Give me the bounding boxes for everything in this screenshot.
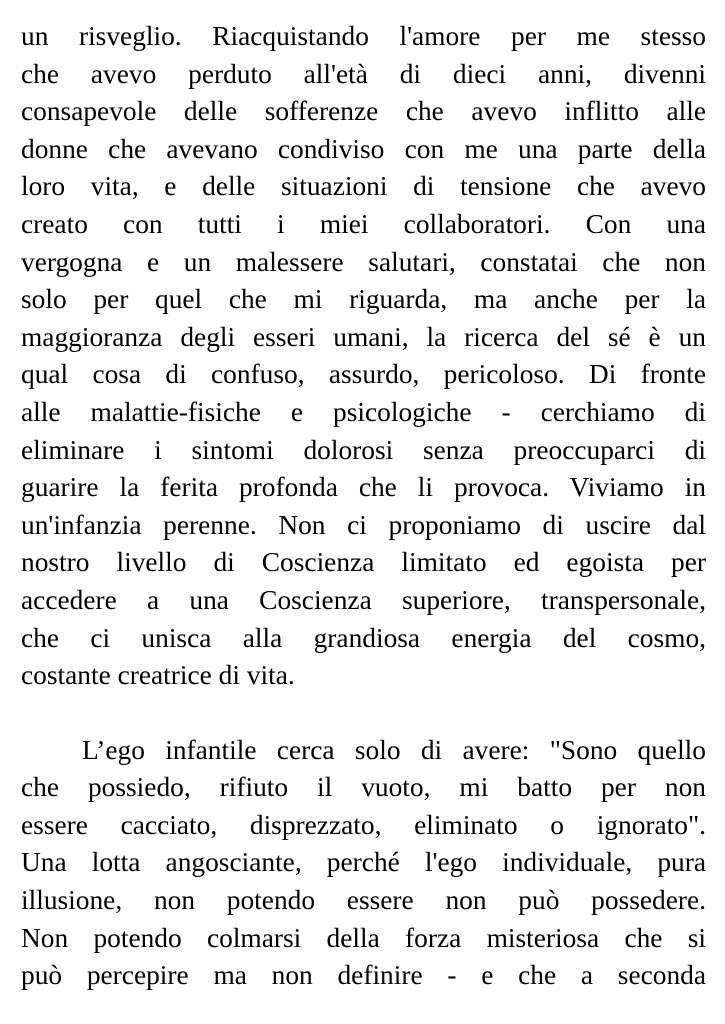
text-line: può percepire ma non definire - e che a seconda: [21, 960, 706, 991]
text-line: accedere a una Coscienza superiore, transpersonale,: [21, 584, 706, 615]
text-line: un'infanzia perenne. Non ci proponiamo di uscire dal: [21, 509, 706, 540]
text-line: alle malattie-fisiche e psicologiche - cerchiamo di: [21, 396, 706, 427]
text-line: che ci unisca alla grandiosa energia del cosmo,: [21, 622, 706, 653]
text-line: che possiedo, rifiuto il vuoto, mi batto per non: [21, 772, 706, 803]
text-line: un risveglio. Riacquistando l'amore per me stesso: [21, 21, 706, 51]
document-page: [21, 18, 706, 995]
text-line: essere cacciato, disprezzato, eliminato o ignorato".: [21, 809, 706, 840]
text-line: donne che avevano condiviso con me una parte della: [21, 133, 706, 164]
text-line: Non potendo colmarsi della forza misteriosa che si: [21, 922, 706, 953]
text-line: costante creatrice di vita.: [21, 660, 295, 691]
text-line: eliminare i sintomi dolorosi senza preoccuparci di: [21, 434, 706, 465]
text-line: consapevole delle sofferenze che avevo inflitto alle: [21, 96, 706, 127]
text-line: qual cosa di confuso, assurdo, pericoloso. Di fronte: [21, 359, 706, 390]
text-line: creato con tutti i miei collaboratori. Con una: [21, 208, 706, 239]
text-line: maggioranza degli esseri umani, la ricerca del sé è un: [21, 321, 706, 352]
text-line: guarire la ferita profonda che li provoca. Viviamo in: [21, 472, 706, 503]
text-line: nostro livello di Coscienza limitato ed egoista per: [21, 547, 706, 578]
text-line: che avevo perduto all'età di dieci anni, divenni: [21, 58, 706, 89]
text-line: Una lotta angosciante, perché l'ego individuale, pura: [21, 847, 706, 878]
text-line: vergogna e un malessere salutari, constatai che non: [21, 246, 706, 277]
paragraph-2: [21, 732, 706, 995]
paragraph-gap: [21, 695, 706, 732]
text-line: illusione, non potendo essere non può possedere.: [21, 885, 706, 916]
text-line: solo per quel che mi riguarda, ma anche per la: [21, 284, 706, 315]
text-line: loro vita, e delle situazioni di tensione che avevo: [21, 171, 706, 202]
paragraph-1: [21, 18, 706, 695]
text-line: L’ego infantile cerca solo di avere: "Sono quello: [82, 734, 706, 765]
